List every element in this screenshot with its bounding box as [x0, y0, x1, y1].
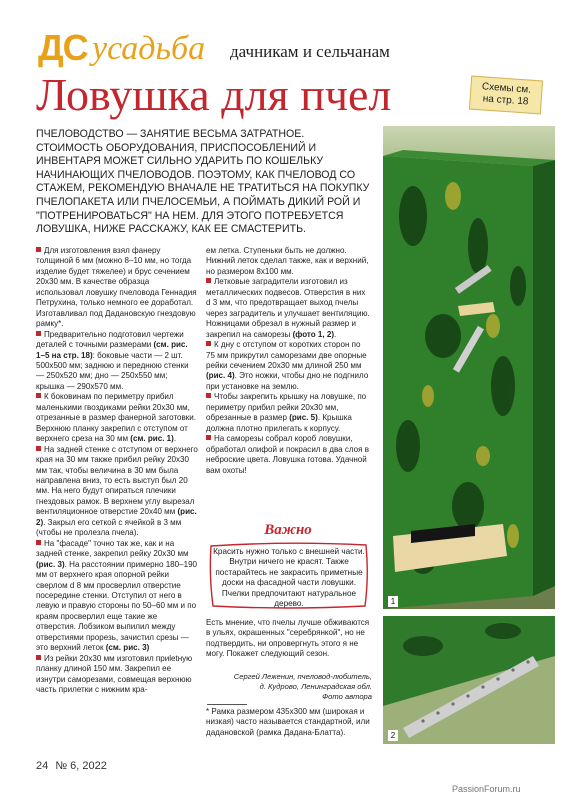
bullet-square-icon	[36, 655, 41, 660]
photo-entrance-guard	[383, 616, 555, 744]
paragraph: Из рейки 20х30 мм изготовил приletную планку длиной 150 мм. Закрепил ее изнутри саморезами, совмещая верхнюю часть прилетки с нижним кра-	[36, 653, 193, 695]
paragraph: Чтобы закрепить крышку на ловушке, по периметру прибил рейки 20х30 мм, обрезанные в размер (рис. 5). Крышка должна плотно прилегать к корпусу.	[206, 392, 367, 433]
bullet-square-icon	[36, 446, 41, 451]
article-lead: ПЧЕЛОВОДСТВО — ЗАНЯТИЕ ВЕСЬМА ЗАТРАТНОЕ. СТОИМОСТЬ ОБОРУДОВАНИЯ, ПРИСПОСОБЛЕНИЙ И ИНВЕНТАРЯ МОЖЕТ СИЛЬНО УДАРИТЬ ПО КОШЕЛЬКУ НАЧИНАЮЩИХ ПЧЕЛОВОДОВ. ПОЭТОМУ, КАК ПЧЕЛОВОД СО СТАЖЕМ, РЕКОМЕНДУЮ ВНАЧАЛЕ НЕ ТРАТИТЬСЯ НА ПОКУПКУ ПЧЕЛОПАКЕТА ИЛИ ПЧЕЛОСЕМЬИ, А ПОЙМАТЬ ДИКИЙ РОЙ И "ПОТРЕНИРОВАТЬСЯ" НА НЕМ. ДЛЯ ЭТОГО ПОТРЕБУЕТСЯ ЛОВУШКА, НИЖЕ РАССКАЖУ, КАК ЕЕ СМАСТЕРИТЬ.	[36, 128, 370, 236]
photo-badge: 1	[388, 596, 398, 607]
entrance-guard-illustration	[383, 616, 555, 744]
footnote-divider	[207, 704, 247, 705]
photo-badge: 2	[388, 730, 398, 741]
bullet-square-icon	[36, 331, 41, 336]
paragraph: К боковинам по периметру прибил маленькими гвоздиками рейки 20х30 мм, отрезанные в размер фанерной заготовки. Верхнюю планку закрепил с отступом от верхнего среза на 30 мм (см. рис. 1).	[36, 392, 197, 444]
page-footer	[36, 760, 107, 772]
paragraph: ем летка. Ступеньки быть не должно. Нижний леток сделал также, как и верхний, но размером 8х100 мм.	[206, 246, 369, 276]
paragraph: На задней стенке с отступом от верхнего края на 30 мм также прибил рейку 20х30 мм так, чтобы величина в 30 мм была направлена вниз, то есть выступ был 20 мм. На него будут опираться плечики гнездовых рамок. В верхнем углу вырезал вентиляционное отверстие 20х40 мм (рис. 2). Закрыл его сеткой с ячейкой в 3 мм (чтобы не пролезла пчела).	[36, 444, 198, 538]
author-signature	[206, 672, 372, 702]
schema-line-1: Схемы см.	[481, 81, 532, 96]
paragraph: Предварительно подготовил чертежи деталей с точными размерами (см. рис. 1–5 на стр. 18): боковые части — 2 шт. 500х500 мм; заднюю и переднюю стенки — 250х520 мм; дно — 250х550 мм; крышка — 290х570 мм.	[36, 329, 189, 391]
text-column-1	[36, 246, 198, 695]
bullet-square-icon	[36, 247, 41, 252]
paragraph: Есть мнение, что пчелы лучше обживаются в ульях, окрашенных "серебрянкой", но не подтвердить, ни опровергнуть этого я не могу. Покажет следующий сезон.	[206, 618, 370, 659]
photo-credit: Фото автора	[322, 692, 372, 701]
text-column-2	[206, 246, 370, 476]
issue-number: № 6, 2022	[55, 760, 107, 772]
note-title: Важно	[258, 522, 318, 539]
bullet-square-icon	[206, 393, 211, 398]
magazine-logo-ds: ДС	[38, 27, 88, 68]
paragraph: На саморезы собрал короб ловушки, обработал олифой и покрасил в два слоя в неброские цвета. Ловушка готова. Удачной вам охоты!	[206, 434, 369, 475]
note-text: Красить нужно только с внешней части. Внутри ничего не красят. Также постарайтесь не закрасить приметные доски на фасадной части ловушки. Пчелки предпочитают натуральное дерево.	[213, 547, 365, 609]
section-tagline: дачникам и сельчанам	[230, 42, 390, 61]
bullet-square-icon	[206, 278, 211, 283]
article-title: Ловушка для пчел	[36, 69, 392, 120]
paragraph: На "фасаде" точно так же, как и на задней стенке, закрепил рейку 20х30 мм (рис. 3). На расстоянии примерно 180–190 мм от верхнего края опорной рейки сверлом d 8 мм просверлил отверстие посередине стенки. Отступил от него в левую и правую стороны по 50–60 мм и по краям просверлил еще такие же отверстия. Лобзиком выпилил между отверстиями прорезь, зачистил срезы — это верхний леток (см. рис. 3)	[36, 538, 198, 653]
text-column-3	[206, 618, 372, 660]
watermark: PassionForum.ru	[452, 784, 521, 794]
bullet-square-icon	[36, 393, 41, 398]
bullet-square-icon	[206, 435, 211, 440]
schema-line-2: на стр. 18	[482, 93, 529, 108]
paragraph: Летковые заградители изготовил из металлических подвесов. Отверстия в них d 3 мм, что предотвращает выход пчелы через заградитель и улучшает вентиляцию. Ножницами обрезал в нужный размер и закрепил на саморезы (фото 1, 2).	[206, 277, 370, 339]
paragraph: Для изготовления взял фанеру толщиной 6 мм (можно 8–10 мм, но тогда изделие будет тяжелее) и брус сечением 20х30 мм. В качестве образца использовал ловушку пчеловода Геннадия Петрухина, только немного ее доработал. Изготавливал под Дадановскую гнездовую рамку*.	[36, 246, 197, 329]
bullet-square-icon	[206, 341, 211, 346]
author-name: Сергей Леженин, пчеловод-любитель,	[233, 672, 372, 681]
bullet-square-icon	[36, 540, 41, 545]
photo-bee-trap	[383, 126, 555, 609]
footnote: * Рамка размером 435х300 мм (широкая и низкая) часто называется стандартной, или дадановской (рамка Дадана-Блатта).	[206, 707, 370, 737]
schema-sticker	[469, 76, 543, 115]
author-place: д. Кудрово, Ленинградская обл.	[259, 682, 372, 691]
bee-trap-illustration	[383, 126, 555, 609]
paragraph: К дну с отступом от коротких сторон по 75 мм прикрутил саморезами две опорные рейки сечением 20х30 мм длиной 250 мм (рис. 4). Это ножки, чтобы дно не подгнило при установке на землю.	[206, 340, 369, 391]
section-name: усадьба	[92, 30, 206, 67]
page-number: 24	[36, 760, 49, 772]
